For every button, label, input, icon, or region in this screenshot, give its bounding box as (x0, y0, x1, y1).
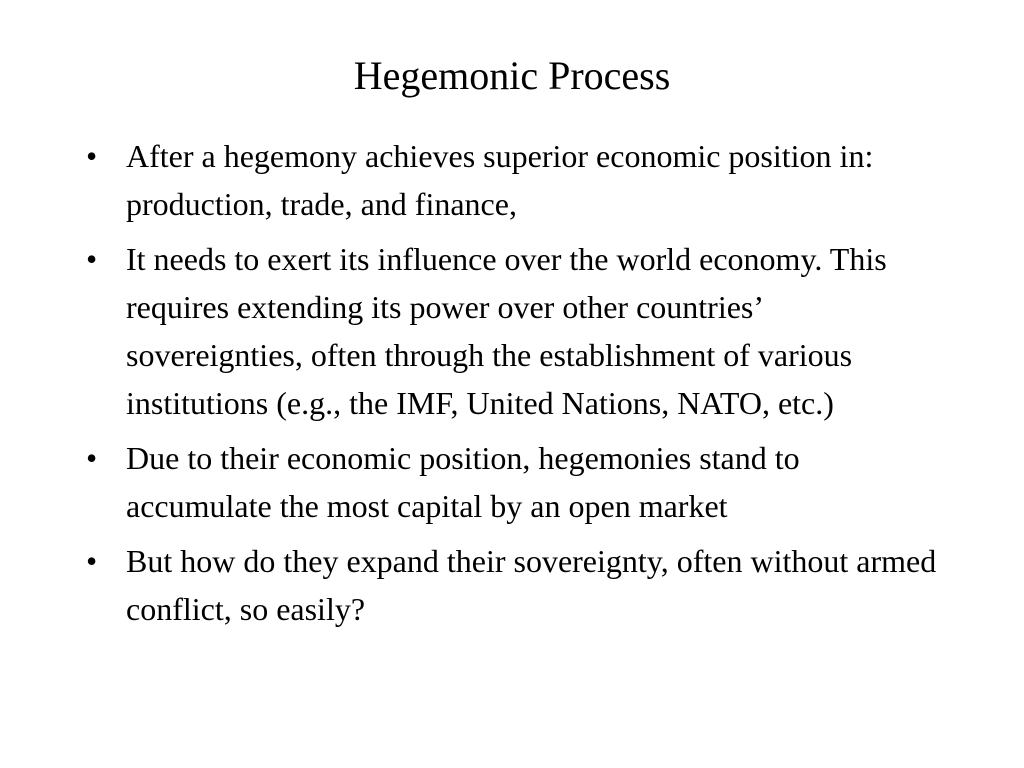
bullet-list (86, 132, 946, 640)
bullet-icon: • (86, 440, 98, 476)
bullet-text: But how do they expand their sovereignty, often without armed conflict, so easily? (126, 543, 937, 627)
bullet-icon: • (86, 241, 98, 277)
bullet-icon: • (86, 138, 98, 174)
bullet-item (86, 537, 946, 633)
bullet-text: It needs to exert its influence over the world economy. This requires extending its power over other countries’ sovereignties, often through the establishment of various institutions (e.g., the IMF, United Nations, NATO, etc.) (126, 241, 887, 421)
bullet-item (86, 235, 946, 427)
slide-title: Hegemonic Process (353, 53, 671, 98)
bullet-item (86, 132, 946, 228)
bullet-text: After a hegemony achieves superior economic position in: production, trade, and finance, (126, 138, 874, 222)
bullet-text: Due to their economic position, hegemonies stand to accumulate the most capital by an open market (126, 440, 800, 524)
bullet-icon: • (86, 543, 98, 579)
bullet-item (86, 434, 946, 530)
